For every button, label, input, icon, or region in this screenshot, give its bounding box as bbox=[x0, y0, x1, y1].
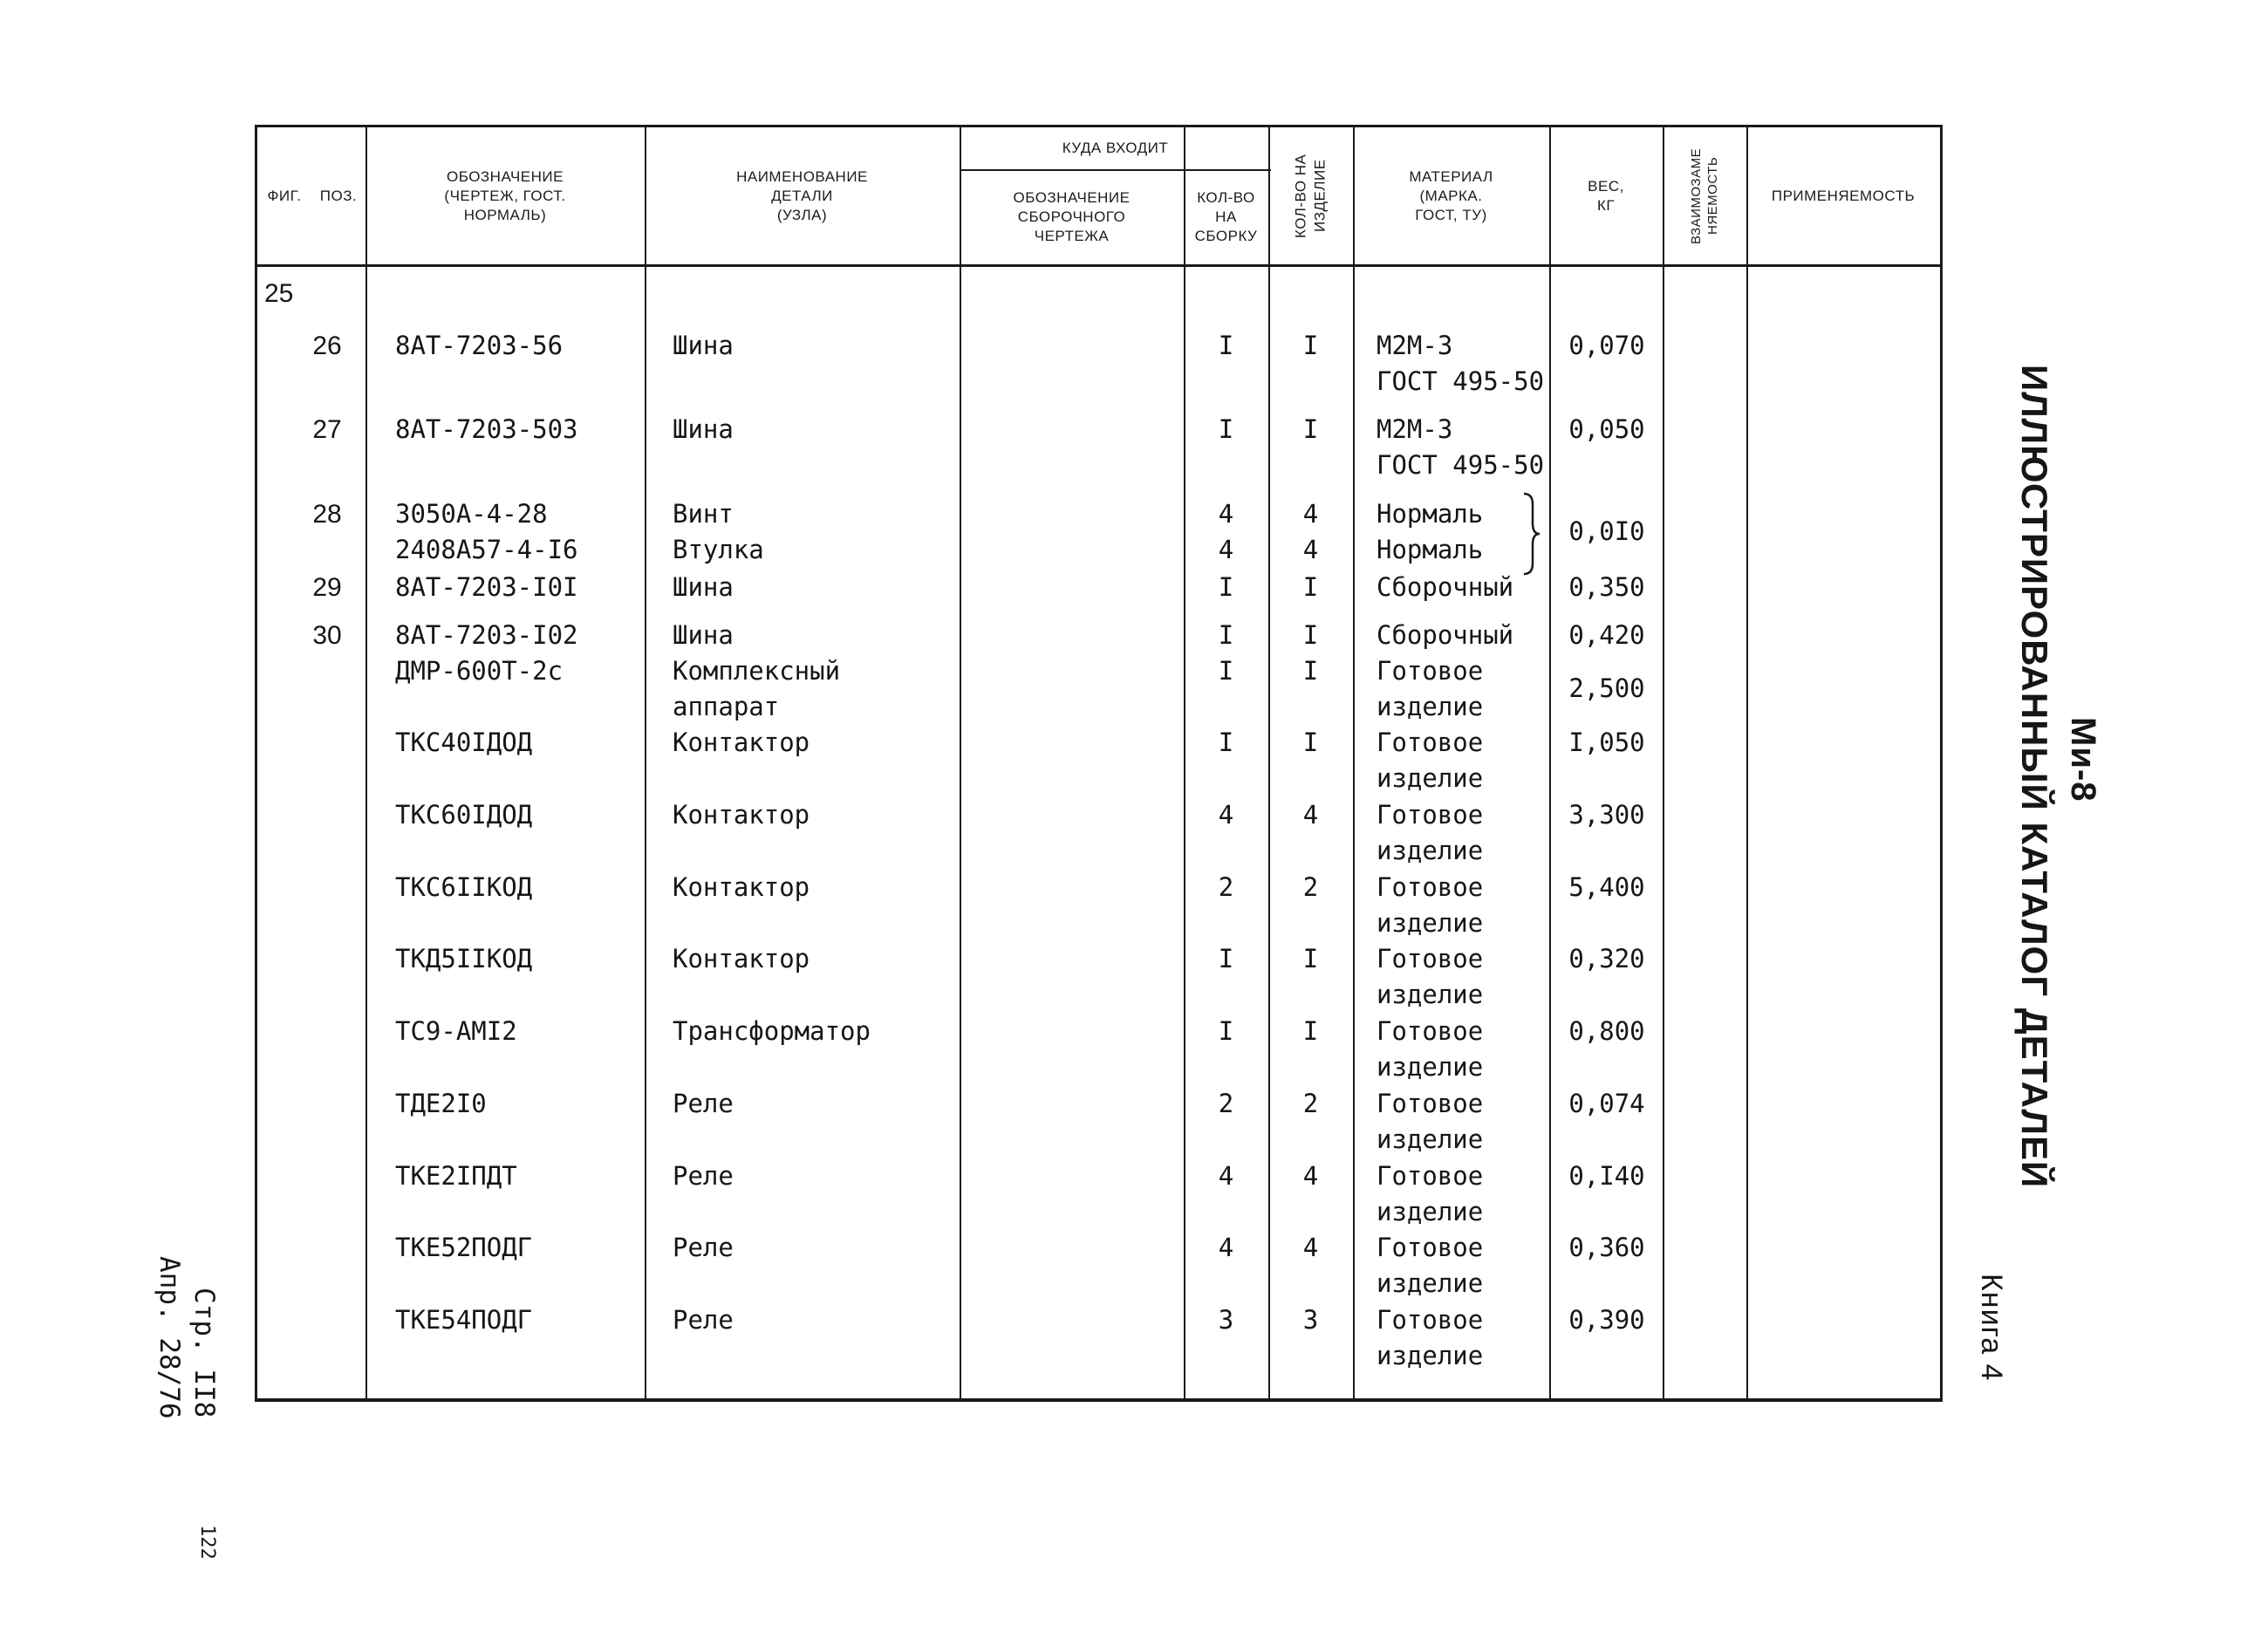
cell-qty-asm: 4 4 bbox=[1218, 499, 1234, 564]
cell-designation: ТКЕ2IПДТ bbox=[395, 1161, 517, 1191]
cell-pos: 28 bbox=[312, 500, 342, 529]
cell-qty-prod: I bbox=[1302, 414, 1319, 444]
cell-qty-prod: I bbox=[1302, 944, 1319, 974]
cell-designation: 8АТ-7203-I0I bbox=[395, 572, 578, 602]
cell-weight: 0,074 bbox=[1568, 1089, 1645, 1118]
header-material: МАТЕРИАЛ (МАРКА. ГОСТ, ТУ) bbox=[1409, 167, 1493, 223]
cell-name: Контактор bbox=[673, 944, 810, 974]
header-weight: ВЕС, КГ bbox=[1588, 177, 1624, 214]
cell-designation: ТКД5IIКОД bbox=[395, 944, 533, 974]
cell-material: Готовое изделие bbox=[1377, 728, 1484, 793]
header-fig: ФИГ. bbox=[267, 187, 302, 204]
header-qty-product: КОЛ-ВО НА ИЗДЕЛИЕ bbox=[1292, 154, 1329, 238]
parts-table bbox=[255, 125, 1943, 1402]
cell-name: Шина bbox=[673, 620, 734, 650]
cell-designation: ТКС6IIКОД bbox=[395, 872, 533, 902]
cell-name: Контактор bbox=[673, 872, 810, 902]
cell-designation: 3050А-4-28 2408А57-4-I6 bbox=[395, 499, 578, 564]
header-name: НАИМЕНОВАНИЕ ДЕТАЛИ (УЗЛА) bbox=[736, 167, 868, 223]
cell-qty-asm: I bbox=[1218, 944, 1234, 974]
cell-weight: 0,I40 bbox=[1568, 1161, 1645, 1191]
brace-icon bbox=[1520, 492, 1541, 576]
col-divider bbox=[1184, 127, 1185, 1398]
cell-material: Готовое изделие bbox=[1377, 656, 1484, 721]
cell-name: Контактор bbox=[673, 728, 810, 757]
cell-designation: ТС9-АМI2 bbox=[395, 1016, 517, 1046]
cell-material: Нормаль Нормаль bbox=[1377, 499, 1484, 564]
col-divider bbox=[1268, 127, 1270, 1398]
page-label: Стр. II8 bbox=[188, 1288, 220, 1418]
cell-qty-asm: 4 bbox=[1218, 800, 1234, 830]
cell-material: М2М-3 ГОСТ 495-50 bbox=[1377, 331, 1545, 396]
col-divider bbox=[365, 127, 367, 1398]
cell-qty-asm: I bbox=[1218, 331, 1234, 360]
cell-name: Реле bbox=[673, 1161, 734, 1191]
cell-material: Готовое изделие bbox=[1377, 800, 1484, 865]
cell-designation: 8АТ-7203-I02 bbox=[395, 620, 578, 650]
header-pos: ПОЗ. bbox=[319, 187, 358, 204]
cell-qty-prod: 3 bbox=[1302, 1305, 1319, 1335]
col-divider bbox=[1663, 127, 1664, 1398]
cell-qty-asm: I bbox=[1218, 572, 1234, 602]
col-divider bbox=[1746, 127, 1748, 1398]
cell-weight: 0,420 bbox=[1568, 620, 1645, 650]
catalog-title: ИЛЛЮСТРИРОВАННЫЙ КАТАЛОГ ДЕТАЛЕЙ bbox=[2014, 365, 2055, 1189]
cell-designation: ТКЕ52ПОДГ bbox=[395, 1233, 533, 1262]
cell-weight: 0,070 bbox=[1568, 331, 1645, 360]
cell-weight: 0,050 bbox=[1568, 414, 1645, 444]
cell-material: Готовое изделие bbox=[1377, 1233, 1484, 1298]
cell-designation: ТДЕ2I0 bbox=[395, 1089, 487, 1118]
col-divider bbox=[960, 127, 961, 1398]
cell-weight: 0,0I0 bbox=[1568, 516, 1645, 546]
cell-weight: 0,320 bbox=[1568, 944, 1645, 974]
cell-qty-prod: I bbox=[1302, 1016, 1319, 1046]
cell-qty-asm: 2 bbox=[1218, 872, 1234, 902]
cell-designation: 8АТ-7203-56 bbox=[395, 331, 564, 360]
date-label: Апр. 28/76 bbox=[154, 1256, 185, 1419]
cell-designation: 8АТ-7203-503 bbox=[395, 414, 578, 444]
cell-weight: I,050 bbox=[1568, 728, 1645, 757]
cell-qty-asm: 4 bbox=[1218, 1233, 1234, 1262]
header-assembly-drawing: ОБОЗНАЧЕНИЕ СБОРОЧНОГО ЧЕРТЕЖА bbox=[1013, 188, 1131, 244]
cell-qty-prod: 4 bbox=[1302, 800, 1319, 830]
sheet-number: 122 bbox=[196, 1525, 218, 1560]
cell-material: Сборочный bbox=[1377, 572, 1514, 602]
cell-qty-prod: I bbox=[1302, 728, 1319, 757]
cell-pos: 27 bbox=[312, 415, 342, 444]
cell-name: Шина bbox=[673, 572, 734, 602]
cell-name: Комплексный аппарат bbox=[673, 656, 841, 721]
header-interchange: ВЗАИМОЗАМЕ НЯЕМОСТЬ bbox=[1689, 147, 1720, 244]
cell-qty-asm: 3 bbox=[1218, 1305, 1234, 1335]
cell-qty-asm: I bbox=[1218, 1016, 1234, 1046]
book-label: Книга 4 bbox=[1975, 1274, 2008, 1382]
cell-qty-asm: I bbox=[1218, 656, 1234, 686]
cell-name: Винт Втулка bbox=[673, 499, 764, 564]
cell-name: Шина bbox=[673, 414, 734, 444]
cell-qty-prod: 4 bbox=[1302, 1161, 1319, 1191]
header-qty-assembly: КОЛ-ВО НА СБОРКУ bbox=[1194, 188, 1258, 244]
cell-pos: 26 bbox=[312, 331, 342, 360]
cell-material: М2М-3 ГОСТ 495-50 bbox=[1377, 414, 1545, 480]
header-kuda: КУДА ВХОДИТ bbox=[1062, 140, 1169, 156]
cell-weight: 2,500 bbox=[1568, 673, 1645, 703]
cell-name: Реле bbox=[673, 1305, 734, 1335]
cell-qty-prod: 4 4 bbox=[1302, 499, 1319, 564]
cell-weight: 0,350 bbox=[1568, 572, 1645, 602]
cell-name: Контактор bbox=[673, 800, 810, 830]
cell-qty-prod: I bbox=[1302, 331, 1319, 360]
cell-weight: 3,300 bbox=[1568, 800, 1645, 830]
cell-qty-prod: I bbox=[1302, 572, 1319, 602]
cell-pos: 29 bbox=[312, 573, 342, 602]
cell-pos: 30 bbox=[312, 621, 342, 650]
header-divider bbox=[257, 264, 1940, 267]
cell-material: Готовое изделие bbox=[1377, 1089, 1484, 1154]
cell-material: Готовое изделие bbox=[1377, 944, 1484, 1009]
cell-qty-asm: 4 bbox=[1218, 1161, 1234, 1191]
col-divider bbox=[645, 127, 646, 1398]
header-applicability: ПРИМЕНЯЕМОСТЬ bbox=[1771, 187, 1916, 204]
header-designation: ОБОЗНАЧЕНИЕ (ЧЕРТЕЖ, ГОСТ. НОРМАЛЬ) bbox=[444, 167, 566, 223]
cell-weight: 0,390 bbox=[1568, 1305, 1645, 1335]
figure-number: 25 bbox=[264, 279, 294, 308]
cell-designation: ТКС60IДОД bbox=[395, 800, 533, 830]
cell-qty-asm: I bbox=[1218, 620, 1234, 650]
cell-qty-prod: I bbox=[1302, 656, 1319, 686]
cell-name: Реле bbox=[673, 1233, 734, 1262]
cell-designation: ДМР-600Т-2с bbox=[395, 656, 564, 686]
cell-name: Шина bbox=[673, 331, 734, 360]
cell-qty-asm: 2 bbox=[1218, 1089, 1234, 1118]
model-label: Ми-8 bbox=[2064, 717, 2102, 803]
cell-designation: ТКС40IДОД bbox=[395, 728, 533, 757]
cell-name: Трансформатор bbox=[673, 1016, 871, 1046]
cell-qty-prod: 2 bbox=[1302, 1089, 1319, 1118]
cell-material: Сборочный bbox=[1377, 620, 1514, 650]
cell-weight: 0,360 bbox=[1568, 1233, 1645, 1262]
cell-qty-asm: I bbox=[1218, 414, 1234, 444]
cell-weight: 0,800 bbox=[1568, 1016, 1645, 1046]
cell-material: Готовое изделие bbox=[1377, 1016, 1484, 1082]
cell-qty-prod: I bbox=[1302, 620, 1319, 650]
cell-designation: ТКЕ54ПОДГ bbox=[395, 1305, 533, 1335]
cell-material: Готовое изделие bbox=[1377, 1305, 1484, 1370]
cell-qty-prod: 4 bbox=[1302, 1233, 1319, 1262]
cell-weight: 5,400 bbox=[1568, 872, 1645, 902]
col-divider bbox=[1353, 127, 1355, 1398]
cell-material: Готовое изделие bbox=[1377, 1161, 1484, 1226]
cell-qty-prod: 2 bbox=[1302, 872, 1319, 902]
cell-material: Готовое изделие bbox=[1377, 872, 1484, 938]
cell-qty-asm: I bbox=[1218, 728, 1234, 757]
cell-name: Реле bbox=[673, 1089, 734, 1118]
